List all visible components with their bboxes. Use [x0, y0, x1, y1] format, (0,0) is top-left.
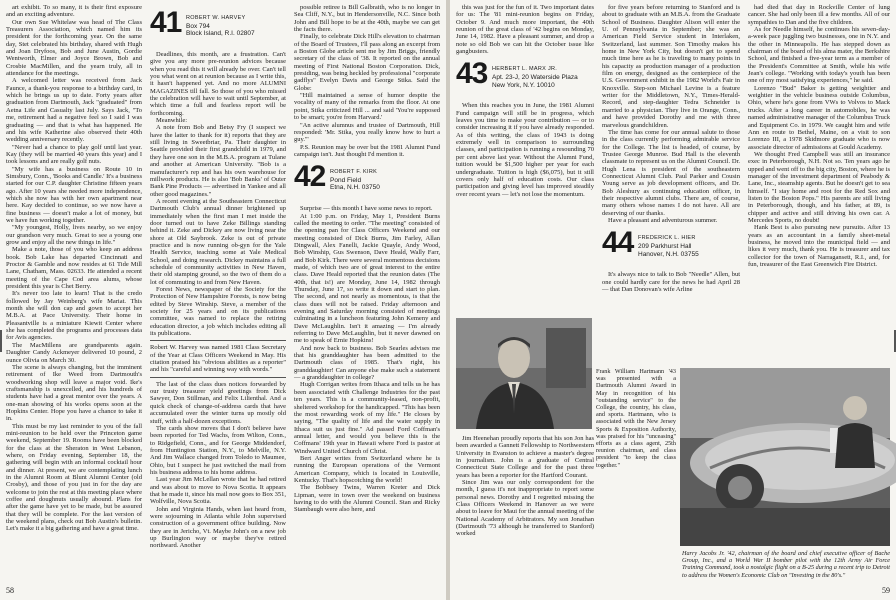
address-line-1: Apt. 23-J, 20 Waterside Plaza [492, 74, 578, 81]
address-line-2: Etna, N.H. 03750 [330, 184, 380, 192]
paragraph: A note from Bob and Betsy Fry (I suspect we have the latter to thank for it) reports that they are still living in Sweetbriar, Pa. Their daughter in Seattle provided their first grandchild in 1979, and they have one son in the M.B.A. program at Tulane and another at American University. "Bob is a manufacturer's rep and has his own warehouse for millwork products. He is also 'Bob Banks' of Outer Bank Pine Products — advertised in Yankee and all other good magazines." [150, 124, 286, 198]
paragraph: "An active alumnus and trustee of Dartmouth, Hill responded: 'Mr. Stika, you really know how to hurt a guy.'" [294, 121, 440, 144]
paragraph: Meanwhile: [156, 117, 188, 125]
paragraph: "My youngest, Holly, lives nearby, so we enjoy our grandson very much. Great to see a young one grow and enjoy all the new things in life." [6, 224, 142, 246]
paragraph: The last of the class dues notices forwarded by our trusty treasurer yield greetings from Dick Sawyer, Don Stillman, and Felix Lilienthal. And a quick check of change-of-address cards that have accumulated over the winter turns up mostly old stuff, with a half-dozen exceptions. [150, 380, 286, 425]
paragraph: Deadlines, this month, are a frustration. Can't give you any more pre-reunion advices because when you read this it will already be over. Can't tell you what went on at reunion because as I write this, it hasn't happened yet. And no more ALUMNI MAGAZINES till fall. So those of you who missed the celebration will have to wait until September, at which time a full and fearless report will be forthcoming. [150, 51, 286, 117]
secretary-name: FREDERICK L. HIER [638, 235, 696, 242]
paragraph: Jim Heenehan proudly reports that his son Jon has been awarded a Gannett Fellowship to Northwestern University in Evanston to achieve a master's degree in journalism. John is a graduate of Central Connecticut State College and for the past three years has been a reporter for the Hartford Courant. [456, 435, 594, 479]
paragraph: Bert Anger writes from Switzerland where he is running the European operations of the Vermont American Company, which is located in Louisville, Kentucky. That's hopscotching the world! [294, 454, 440, 484]
class-secretary-address [330, 169, 380, 192]
paragraph: this was just for the fun of it. Two important dates for us: The '81 mini-reunion begins on Friday, October 9. And much more important, the 40th reunion of the great class of '42 begins on Monday, June 14, 1982. Have a pleasant summer, and drop a note so old Bob we can hit the October issue like gangbusters. [456, 4, 594, 56]
class-number: 41 [150, 6, 182, 39]
b25-photo-caption: Harry Jacobs Jr. '42, chairman of the board and chief executive officer of Bache Group, Inc., and a World War II bomber pilot with the 12th Army Air Force Training Command, took a nostalgic flight on a B-25 during a recent trip to Detroit to address the Women's Economic Club on "Investing in the 80's." [682, 550, 890, 579]
paragraph: The scene is always changing, but the imminent retirement of Ike Weed from Dartmouth's woodworking shop will leave a major void. Ike's craftsmanship is unexcelled, and his hundreds of students have had a great mentor over the years. A one-man showing of his works opens soon at the Hopkins Center. Hope you have a chance to take it in. [6, 363, 142, 423]
paragraph: Have a pleasant and adventurous summer. [608, 216, 718, 224]
paragraph: Since Jim was our only correspondent for the month, I guess it's not inappropriate to report some personal news. Dorothy and I regretted missing the Class Officers Weekend in Hanover as we were about to leave for Maui for the annual meeting of the National Academy of Arbitrators. My son Jonathan (Dartmouth '73 although he transferred to Stanford) worked [456, 479, 594, 538]
secretary-name: ROBERT F. KIRK [330, 169, 378, 176]
class-number: 43 [456, 57, 488, 91]
column-body [294, 4, 440, 158]
paragraph: The cards show moves that I don't believe have been reported for Ted Wachs, from Wilton, Conn., to Ridgefield, Conn., and for George Middendorf, from Huntington Station, N.Y., to Melville, N.Y. And Jim Wallace changed from Toledo to Maumee, Ohio, but I suspect he just switched the mail from his business address to his home address. [150, 424, 286, 476]
right-column-3 [748, 4, 890, 366]
paragraph: The Bobbsey Twins, Warren Kreter and Dick Lipman, were in town over the weekend on business having to do with the Alumni Council. Stan and Ricky Stambaugh were also here, and [294, 484, 440, 514]
left-column-1 [6, 4, 142, 587]
paragraph: for five years before returning to Stanford and is about to graduate with an M.B.A. from the Graduate School of Business. Daughter Alison will enter the U. of Pennsylvania in September; she was an American Field Service student in Interlaken, Switzerland, last summer. Son Timothy makes his home in New York City, but doesn't get to spend much time here as he is traveling to many points in his capacity as production manager of a production film on energy, designed as the centerpiece of the U.S. Government exhibit in the 1982 World's Fair in Knoxville. Step-son Michael Levine is a feature writer for the Middletown, N.Y., Times-Herald-Record, and step-daughter Tedra Schneider is married to a physician. They live in Orange, Conn., and have provided Dorothy and me with three marvelous grandchildren. [602, 4, 740, 129]
column-tail [602, 271, 740, 293]
class-heading-44 [602, 227, 740, 267]
paragraph: It's never too late to learn! That is the credo followed by Jay Weinberg's wife Mariat. This month she will don cap and gown to accept her M.B.A. at Pace University. Their home in Pleasantville is a miniature Kiewit Center where she has completed the programs and processes data for Avis agencies. [6, 290, 142, 342]
paragraph: And now back to business. Bob Searles advises me that his granddaughter has been admitted to the Dartmouth class of 1985. That's right, his granddaughter! Can anyone else make such a statement — a granddaughter in college? [294, 344, 440, 382]
paragraph: Hugh Corrigan writes from Ithaca and tells us he has been associated with Challenge Industries for the past ten years. This is a community-leased, non-profit, sheltered workshop for the handicapped. "This has been the most rewarding work of my life." He closes by saying, "The quality of life and the water supply in Ithaca suit us just fine." Ad passed Ford Coffman's annual letter, and would you believe this is the Coffmans' 19th year in Hawaii where Ford is pastor at Windward United Church of Christ. [294, 381, 440, 455]
paragraph: Hank Best is also pursuing new pursuits. After 13 years as an accountant in a family sheet-metal business, he moved into the municipal field — and likes it very much, thank you. He is treasurer and tax collector for the town of Narragansett, R.I., and, for fun, treasurer of the East Greenwich Fire District. [748, 224, 890, 269]
paragraph: This must be my last reminder to you of the fall mini-reunion to be held over the Princeton game weekend, September 19. Rooms have been blocked for the class at the Sheraton in West Lebanon, where, on Friday evening, September 18, the gathering will begin with an informal cocktail hour and dinner. At present, we are contemplating lunch in the Alumni Room at Blunt Alumni Center (old Crosby), and those of you just in for the day are welcome to join the rest at this meeting place where coffee and doughnuts usually abound. Plans for after the game have yet to be made, but be assured that they will be complete. For the last version of the weekend plans, check out Bob Austin's bulletin. Let's make it a big gathering and have a great time. [6, 422, 142, 533]
right-page [450, 0, 896, 600]
hartmann-photo [456, 318, 592, 429]
paragraph: had died that day in Rockville Center of lung cancer. She had only been ill a few months. All of our sympathies to Dan and the five children. [748, 4, 890, 26]
paragraph: It's always nice to talk to Bob "Needle" Allen, but one could hardly care for the news he had April 28 — that Dan Donovan's wife Arline [602, 271, 740, 293]
address-line-1: Pond Field [330, 176, 362, 184]
paragraph: Finally, to celebrate Dick Hill's elevation to chairman of the Board of Trustees, I'll pass along an excerpt from a Boston Globe article sent me by Jim Briggs, friendly secretary of the class of '38. It reported on the annual meeting of First National Boston Corporation. Dick, presiding, was being heckled by professional "corporate gadflys" Evelyn Davis and George Stika. Said the Globe: [294, 33, 440, 92]
paragraph: "Hill maintained a sense of humor despite the vocality of many of the remarks from the floor. At one point, Stika criticized Hill ... and said 'You're supposed to be smart; you're from Harvard.' [294, 92, 440, 122]
column-body [602, 4, 740, 224]
left-column-2 [150, 4, 286, 587]
highlight-box [150, 340, 286, 377]
address-line-2: Hanover, N.H. 03755 [638, 250, 699, 258]
class-heading-42 [294, 161, 440, 201]
paragraph: art exhibit. To so many, it is their first exposure and an exciting adventure. [6, 4, 142, 19]
address-line-2: New York, N.Y. 10010 [492, 81, 555, 89]
column-tail [456, 102, 594, 197]
class-number: 44 [602, 226, 634, 260]
page-number: 58 [6, 586, 14, 595]
paragraph: The MacMillens are grandparents again. Daughter Candy Ackmeyer delivered 10 pound, 2 ounce Olivia on March 30. [6, 341, 142, 364]
paragraph: At 1:00 p.m. on Friday, May 1, President Burns called the meeting to order. "The meeting" consisted of the opening pan for Class Officers Weekend and our meeting consisted of Dick Burns, Jim Farley, Allan Dingwall, Alex Fanelli, Jackie Quayle, Andy Wood, Bob Winship, Gus Swenson, Dave Heald, Wally Farr, and Bob Kirk. There were several momentous decisions made, of which two are of great interest to the entire class. Dave Heald reported that the reunion dates (The 40th, that is!) are Monday, June 14, 1982 through Thursday, June 17, so write it down and start to plan. The second, and not nearly as momentous, is that the class dues will not be raised. Friday afternoon and evening and Saturday morning consisted of meetings culminating in a luncheon featuring John Kemeny and Dave McLaughlin. Isn't it amazing — I'm already referring to Dave McLaughlin, but it never dawned on me to speak of Ernie Hopkins! [294, 212, 440, 345]
right-column-2 [602, 4, 740, 364]
paragraph: "Never had a chance to play golf until last year. Kay (they will be married 40 years this year) and I took lessons and are really golf nuts. [6, 143, 142, 166]
address-line-1: 209 Parkhurst Hall [638, 242, 692, 250]
photo-image [680, 368, 890, 546]
column-body [150, 51, 286, 337]
paragraph: Surprise — this month I have some news to report. [300, 205, 433, 213]
page-edge-marker [0, 330, 2, 352]
paragraph: As for Needle himself, he continues his seven-day-a-week pace juggling two businesses, one in N.Y. and the other in Minneapolis. He has stepped down as chairman of the board of his alma mater, the Berkshire School, and finished a five-year term as a member of the President's Committee at Smith, while his wife Jean's college. "Working with today's youth has been one of my most satisfying experiences," he said. [748, 26, 890, 85]
paragraph: Make a note, those of you who keep an address book. Bob Lake has departed Cincinnati and Proctor & Gamble and now resides at 61 Tide Mill Lane, Chatham, Mass. 02633. He attended a recent meeting of the Cape Cod area alums, whose president this year is Chet Berry. [6, 246, 142, 291]
photo-image [456, 318, 592, 429]
address-line-1: Box 794 [186, 22, 210, 30]
paragraph: A recent evening at the Southeastern Connecticut Dartmouth Club's annual dinner brightened up immediately when the first man I met inside the door turned out to have Zeke Billings standing behind it. Zeke and Dickey are now living near the shore at Old Saybrook. Zeke is out of private practice and is now running ob-gyn for the Yale Health Service, teaching some at Yale Medical School, and doing research. Dickey maintains a full schedule of community activities in New Haven, their old stamping ground, so the two of them do a lot of commuting to and from New Haven. [150, 197, 286, 286]
column-tail [294, 205, 440, 513]
class-number: 42 [294, 160, 326, 194]
b25-bomber-photo [680, 368, 890, 546]
right-column-1-after-photo [456, 435, 594, 587]
paragraph: The time has come for our annual salute to those in the class currently performing admirable service for the College. The list is headed, of course, by Trustee George Munroe. Bud Hall is the eleventh classmate to represent us on the Alumni Council. Dr. Hugh Lena is president of the southeastern Connecticut Alumni Club. Paul Parker and Cousin Young serve as job development officers, and Dr. Bob Aleshury as continuing education officer, in their respective alumni clubs. There are, of course, many others whose names I do not have. All are deserving of our thanks. [602, 128, 740, 217]
paragraph: Our own Sue Whitelaw was head of The Class Treasurers Association, which named him its president for the forthcoming year. On the same day, Stet celebrated his birthday, shared with Hugh and Joan Dryfoos, Bob and June Austin, Gordie Wentworth, Elmer and Joyce Brown, Bob and Crosbie MacMillen, and the yearn truly, all in attendance for the meetings. [6, 18, 142, 78]
class-secretary-address [638, 235, 699, 258]
left-column-3 [294, 4, 440, 587]
paragraph: A welcomed letter was received from Jack Faunce, a thank-you response to a birthday card, in which he brings us up to date. Forty years after graduation from Dartmouth, Jack "graduated" from Aetna Life and Casualty last July. Says Jack, "To me, retirement had a negative feel so I said I was graduating — and that is what has happened. He and his wife Katherine also observed their 40th wedding anniversary recently. [6, 77, 142, 144]
paragraph: John and Virginia Hands, when last heard from, were sojourning in Atlanta while John supervised construction of a government office building. Now they are in Jericho, Vt. Maybe John's on a new job up Burlington way or maybe they've retired northward. Another [150, 505, 286, 550]
paragraph: We thought Fred Campbell was still an insurance exec in Peterborough, N.H. Not so. Ten years ago he upped and went off to the big city, Boston, where he is manager of the investment department of Peabody & Lane, Inc., steamship agents. But he doesn't get to sea himself. "I stay home and root for the Red Sox and listen to the Boston Pops." His parents are still living in Peterborough, though, and his father, at 89, is chipper and active and still driving his own car. A Mercedes Sports, no doubt! [748, 150, 890, 224]
column-tail [150, 381, 286, 550]
address-line-2: Block Island, R.I. 02807 [186, 30, 255, 38]
highlight-text: Robert W. Harvey was named 1981 Class Secretary of the Year at Class Officers Weekend in May. His citation praised his "obvious abilities as a reporter" and his "careful and winning way with words." [150, 344, 286, 374]
secretary-name: ROBERT W. HARVEY [186, 15, 246, 21]
class-secretary-address [186, 15, 255, 38]
class-heading-43 [456, 58, 594, 98]
paragraph: "My wife has a business on Route 10 in Simsbury, Conn., 'Books and Candle.' It's a business started for our C.P. daughter Christine fifteen years ago. After 10 years she needed more independence, which she now has with her own apartment near here. Kay decided to continue, so we now have a fine business — doesn't make a lot of money, but we have fun working together. [6, 165, 142, 224]
class-secretary-address [492, 66, 578, 89]
paragraph: When this reaches you in June, the 1981 Alumni Fund campaign will still be in progress, which leaves you time to make your contribution — or to consider increasing it if you have already responded. As of this writing, the class of 1943 is doing extremely well in comparison to surrounding classes, and participation is running a resounding 70 per cent above last year. Without the Alumni Fund, tuition would be $1,500 higher per year for each undergraduate. Tuition is high ($6,075), but it still covers only half of education costs. Our class participation and giving level has improved steadily over recent years — let's not lose the momentum. [456, 102, 594, 198]
page-number: 59 [882, 586, 890, 595]
left-page [0, 0, 446, 600]
hartmann-photo-caption: Frank William Hartmann '43 was presented with a Dartmouth Alumni Award in May in recognition of his "outstanding service" to the College, the country, his class, and sports. Hartmann, who is associated with the New Jersey Sports & Exposition Authority, was praised for his "unceasing" efforts as a class agent, 25th reunion chairman, and class president "to keep the class together." [596, 368, 676, 469]
paragraph: Lorenzo "Bud" Baker is getting weightier and weightier in the vehicle business outside Columbus, Ohio, where he's gone from VWs to Volvos to Mack trucks. After a long career in automobiles, he was named administrative manager of the Columbus Truck and Equipment Co. in 1979. We caught him and wife Ann en route to Bethel, Maine, on a visit to son Lorenzo III, a 1978 Skidmore graduate who is now associate director of admissions at Gould Academy. [748, 84, 890, 151]
paragraph: P.S. Reunion may be over but the 1981 Alumni Fund campaign isn't. Just thought I'd mention it. [294, 143, 440, 158]
paragraph: Forest News, newspaper of the Society for the Protection of New Hampshire Forests, is now being edited by Steve Winship. Steve, a member of the society for 25 years and on its publications committee, was named to replace the retiring education director, a job which includes editing all its publications. [150, 286, 286, 338]
paragraph: Last year Jim McLellan wrote that he had retired and was about to move to Nova Scotia. It appears that he made it, since his mail now goes to Box 351, Wolfville, Nova Scotia. [150, 476, 286, 506]
column-body [456, 4, 594, 55]
paragraph: possible retiree is Bill Galbraith, who is no longer in Sea Cliff, N.Y., but in Hendersonville, N.C. Since both John and Bill hope to be at the 40th, maybe we can get the facts there. [294, 4, 440, 34]
secretary-name: HERBERT L. MARX JR. [492, 66, 558, 73]
class-heading-41 [150, 7, 286, 47]
